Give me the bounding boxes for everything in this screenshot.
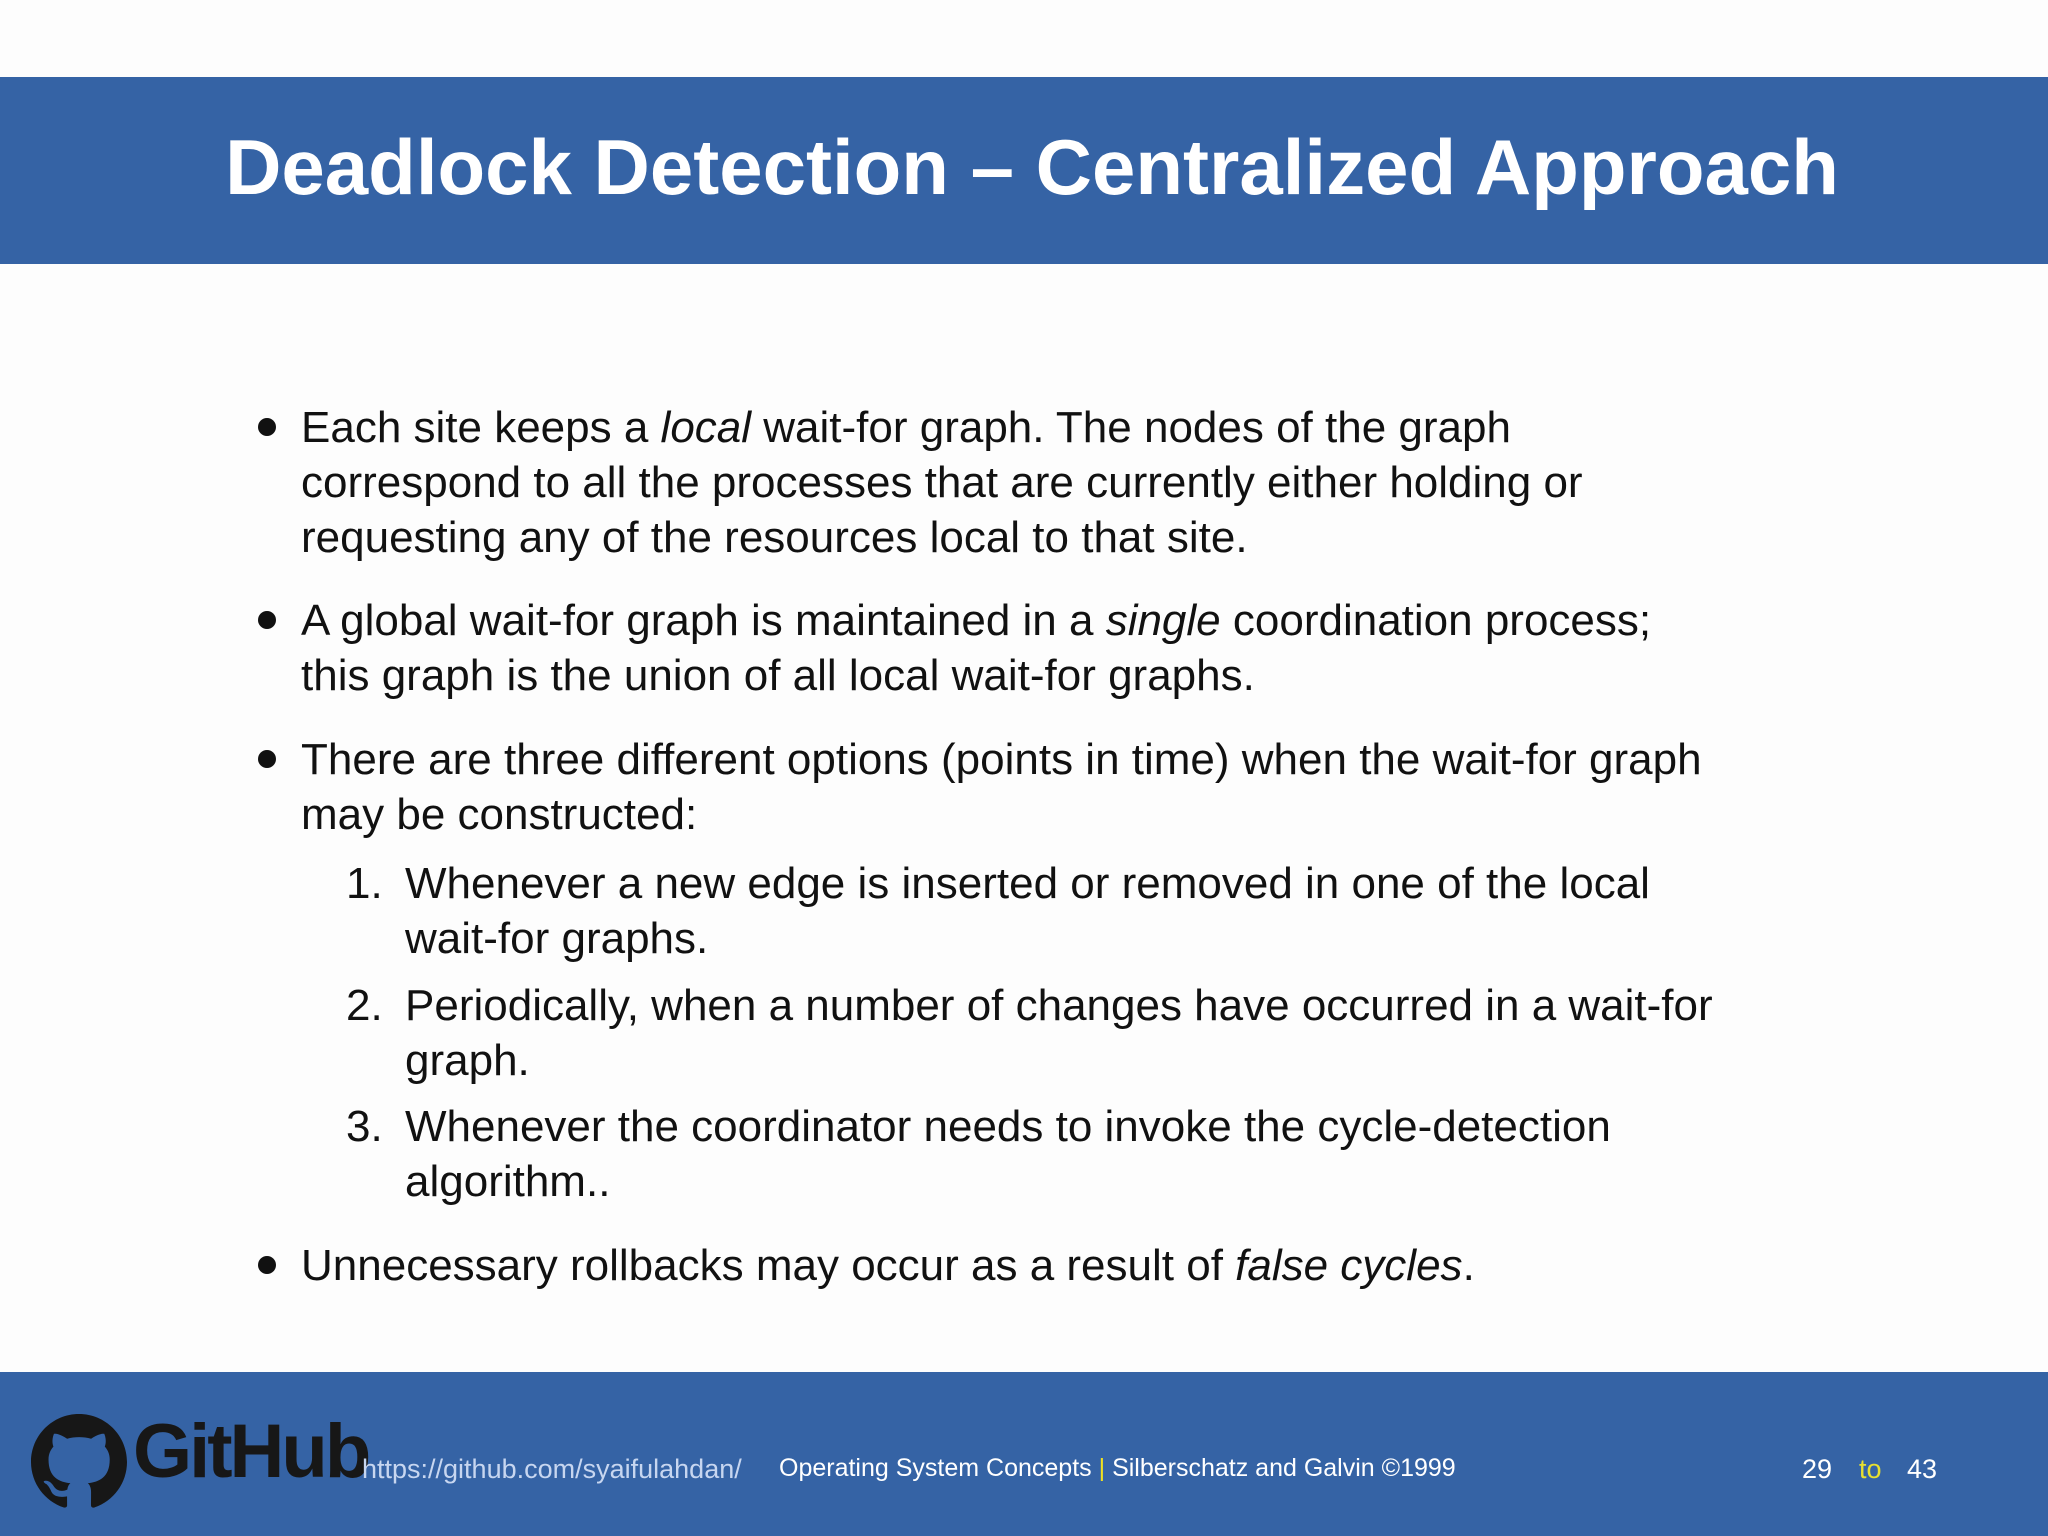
bullet-marker [258, 611, 276, 629]
footer-credit [779, 1451, 1456, 1485]
bullet-line: There are three different options (points in time) when the wait-for graph [301, 735, 1702, 784]
bullet-line: correspond to all the processes that are currently either holding or [301, 458, 1583, 507]
github-wordmark: GitHub [133, 1409, 369, 1494]
option-line: wait-for graphs. [405, 914, 709, 963]
bullet-marker [258, 418, 276, 436]
footer-separator: | [1098, 1454, 1106, 1482]
emphasis-single: single [1105, 596, 1221, 645]
bullet-line: this graph is the union of all local wait-for graphs. [301, 651, 1255, 700]
footer-url: https://github.com/syaifulahdan/ [362, 1454, 742, 1484]
bullet-marker [258, 750, 276, 768]
option-number: 3. [346, 1102, 383, 1151]
bullet-line: requesting any of the resources local to that site. [301, 513, 1248, 562]
option-item [405, 856, 1805, 966]
option-item [405, 978, 1805, 1088]
emphasis-false-cycles: false cycles [1235, 1241, 1463, 1290]
option-line: Whenever a new edge is inserted or removed in one of the local [405, 859, 1650, 908]
option-line: Periodically, when a number of changes have occurred in a wait-for [405, 981, 1713, 1030]
bullet-item-local-graph [301, 400, 1811, 565]
bullet-line: may be constructed: [301, 790, 698, 839]
book-title: Operating System Concepts [779, 1454, 1092, 1482]
bullet-line: A global wait-for graph is maintained in a single coordination process; [301, 596, 1652, 645]
option-number: 2. [346, 981, 383, 1030]
bullet-item-global-graph [301, 593, 1811, 703]
footer-bar [0, 1372, 2048, 1536]
bullet-item-false-cycles [301, 1238, 1811, 1293]
book-authors: Silberschatz and Galvin ©1999 [1112, 1454, 1456, 1482]
page-to-label: to [1859, 1454, 1882, 1484]
page-current: 29 [1802, 1454, 1833, 1484]
option-line: Whenever the coordinator needs to invoke the cycle-detection [405, 1102, 1611, 1151]
github-octocat-icon [31, 1414, 127, 1510]
bullet-marker [258, 1256, 276, 1274]
bullet-line: Unnecessary rollbacks may occur as a result of false cycles. [301, 1241, 1475, 1290]
option-line: algorithm.. [405, 1157, 611, 1206]
emphasis-local: local [660, 403, 752, 452]
option-number: 1. [346, 859, 383, 908]
bullet-item-options [301, 732, 1811, 842]
option-item [405, 1099, 1805, 1209]
page-total: 43 [1907, 1454, 1938, 1484]
option-line: graph. [405, 1036, 530, 1085]
bullet-line: Each site keeps a local wait-for graph. The nodes of the graph [301, 403, 1511, 452]
slide-title: Deadlock Detection – Centralized Approach [225, 123, 1839, 211]
